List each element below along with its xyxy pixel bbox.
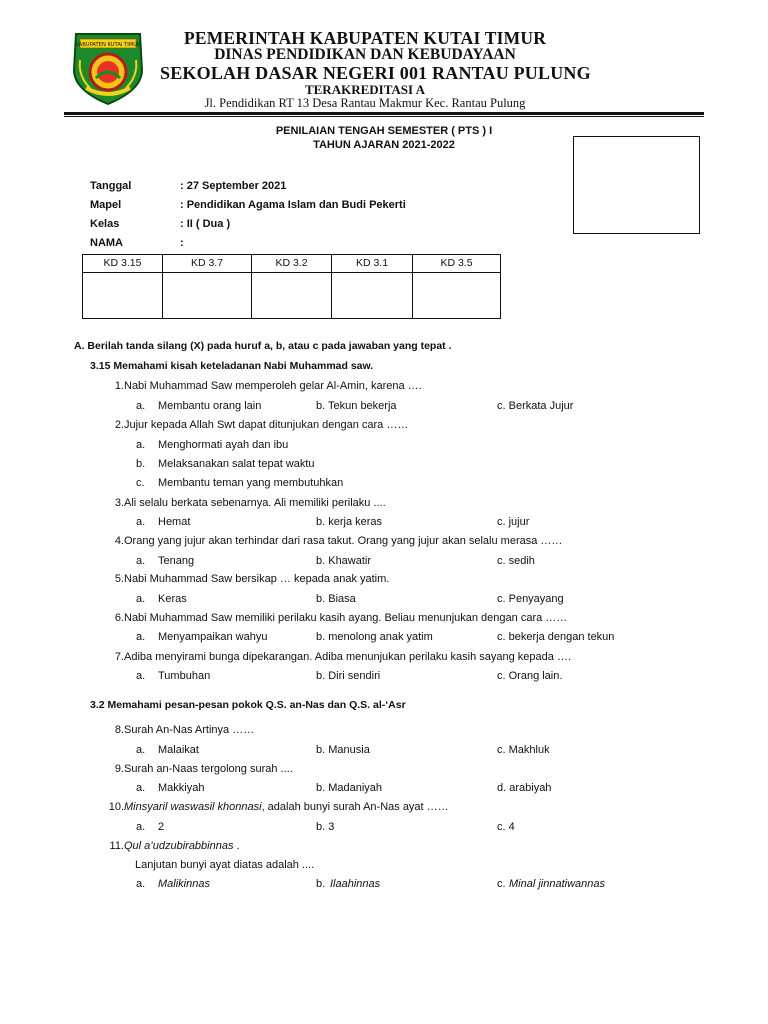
option-a[interactable]: Keras: [158, 593, 187, 605]
kd-score-table: [82, 254, 501, 319]
info-label: NAMA: [90, 237, 123, 249]
option-b[interactable]: b. Diri sendiri: [316, 670, 381, 682]
option-a[interactable]: Membantu orang lain: [158, 400, 262, 412]
option-c[interactable]: c. Orang lain.: [497, 670, 563, 682]
kd-header: KD 3.15: [83, 255, 163, 273]
option-letter: a.: [136, 555, 146, 567]
option-b[interactable]: Melaksanakan salat tepat waktu: [158, 458, 315, 470]
info-label: Kelas: [90, 218, 120, 230]
letterhead-rule-thick: [64, 112, 704, 115]
question-text-rest: , adalah bunyi surah An-Nas ayat ……: [261, 801, 449, 813]
kd-header: KD 3.1: [332, 255, 413, 273]
letterhead-accreditation: TERAKREDITASI A: [304, 82, 426, 97]
school-logo: [66, 30, 150, 106]
option-b[interactable]: b. 3: [316, 821, 335, 833]
subsection-3-15: 3.15 Memahami kisah keteladanan Nabi Muhammad saw.: [90, 360, 374, 372]
letterhead-line-1: PEMERINTAH KABUPATEN KUTAI TIMUR: [183, 28, 547, 48]
question-number: 5.: [114, 573, 124, 585]
option-letter: a.: [136, 821, 146, 833]
option-b[interactable]: b. Khawatir: [316, 555, 372, 567]
option-a[interactable]: Malaikat: [158, 744, 199, 756]
option-letter: a.: [136, 516, 146, 528]
option-letter: c.: [136, 477, 145, 489]
option-a[interactable]: Tumbuhan: [158, 670, 211, 682]
info-value: : Pendidikan Agama Islam dan Budi Pekerti: [180, 199, 406, 211]
question-number: 2.: [114, 419, 124, 431]
question-11-line-2: Lanjutan bunyi ayat diatas adalah ....: [135, 859, 315, 871]
question-text: Nabi Muhammad Saw memperoleh gelar Al-Amin, karena ….: [124, 380, 422, 392]
option-c[interactable]: c. 4: [497, 821, 515, 833]
question-number: 10.: [108, 801, 124, 813]
section-a-instruction: A. Berilah tanda silang (X) pada huruf a, b, atau c pada jawaban yang tepat .: [74, 340, 452, 352]
option-b[interactable]: b. Biasa: [316, 593, 356, 605]
kd-score-cell[interactable]: [83, 273, 163, 319]
option-letter: b.: [316, 878, 326, 890]
option-b[interactable]: b. kerja keras: [316, 516, 383, 528]
option-c[interactable]: Membantu teman yang membutuhkan: [158, 477, 344, 489]
question-text: [124, 801, 449, 813]
kd-score-cell[interactable]: [332, 273, 413, 319]
option-letter: a.: [136, 878, 146, 890]
kd-header: KD 3.2: [252, 255, 332, 273]
option-letter: a.: [136, 670, 146, 682]
option-c[interactable]: Minal jinnatiwannas: [509, 878, 605, 890]
info-value: :: [180, 237, 184, 249]
question-text: Nabi Muhammad Saw bersikap … kepada anak yatim.: [124, 573, 390, 585]
question-text-rest: .: [233, 840, 240, 852]
letterhead-rule-thin: [64, 116, 704, 117]
kd-header: KD 3.5: [413, 255, 501, 273]
question-number: 6.: [114, 612, 124, 624]
option-c[interactable]: d. arabiyah: [497, 782, 552, 794]
question-text: Orang yang jujur akan terhindar dari rasa takut. Orang yang jujur akan selalu merasa ……: [124, 535, 563, 547]
exam-title: PENILAIAN TENGAH SEMESTER ( PTS ) I: [275, 125, 493, 137]
option-c[interactable]: c. sedih: [497, 555, 535, 567]
letterhead-line-2: DINAS PENDIDIKAN DAN KEBUDAYAAN: [214, 46, 516, 63]
question-number: 3.: [114, 497, 124, 509]
question-number: 1.: [114, 380, 124, 392]
option-a[interactable]: 2: [158, 821, 165, 833]
option-b[interactable]: b. menolong anak yatim: [316, 631, 433, 643]
option-letter: a.: [136, 744, 146, 756]
question-text: Ali selalu berkata sebenarnya. Ali memiliki perilaku ....: [124, 497, 386, 509]
kd-score-cell[interactable]: [163, 273, 252, 319]
option-letter: b.: [136, 458, 146, 470]
kd-score-cell[interactable]: [252, 273, 332, 319]
option-a[interactable]: Menyampaikan wahyu: [158, 631, 268, 643]
option-a[interactable]: Tenang: [158, 555, 195, 567]
option-c[interactable]: c. Berkata Jujur: [497, 400, 574, 412]
option-a[interactable]: Makkiyah: [158, 782, 205, 794]
kd-score-cell[interactable]: [413, 273, 501, 319]
option-c[interactable]: c. Makhluk: [497, 744, 550, 756]
option-b[interactable]: b. Madaniyah: [316, 782, 383, 794]
question-arabic-transliteration: Minsyaril waswasil khonnasi: [124, 801, 262, 813]
option-letter: a.: [136, 782, 146, 794]
option-letter: c.: [497, 878, 506, 890]
option-letter: a.: [136, 439, 146, 451]
question-arabic-transliteration: Qul a’udzubirabbinnas: [124, 840, 234, 852]
option-b[interactable]: Ilaahinnas: [330, 878, 381, 890]
option-letter: a.: [136, 593, 146, 605]
letterhead-address: Jl. Pendidikan RT 13 Desa Rantau Makmur Kec. Rantau Pulung: [204, 96, 526, 110]
question-number: 7.: [114, 651, 124, 663]
question-text: Surah An-Nas Artinya ……: [124, 724, 255, 736]
info-value: : 27 September 2021: [180, 180, 287, 192]
option-c[interactable]: c. Penyayang: [497, 593, 564, 605]
option-a[interactable]: Malikinnas: [158, 878, 210, 890]
exam-year: TAHUN AJARAN 2021-2022: [313, 139, 455, 151]
option-a[interactable]: Hemat: [158, 516, 191, 528]
option-letter: a.: [136, 400, 146, 412]
question-text: [124, 840, 240, 852]
question-number: 9.: [114, 763, 124, 775]
info-label: Tanggal: [90, 180, 132, 192]
question-number: 4.: [114, 535, 124, 547]
option-b[interactable]: b. Manusia: [316, 744, 370, 756]
logo-text: KABUPATEN KUTAI TIMUR: [75, 42, 141, 48]
info-value: : II ( Dua ): [180, 218, 231, 230]
option-c[interactable]: c. jujur: [497, 516, 530, 528]
question-text: Adiba menyirami bunga dipekarangan. Adiba menunjukan perilaku kasih sayang kepada ….: [124, 651, 572, 663]
kd-header: KD 3.7: [163, 255, 252, 273]
option-letter: a.: [136, 631, 146, 643]
info-label: Mapel: [90, 199, 122, 211]
option-b[interactable]: b. Tekun bekerja: [316, 400, 397, 412]
option-a[interactable]: Menghormati ayah dan ibu: [158, 439, 289, 451]
letterhead-school-name: SEKOLAH DASAR NEGERI 001 RANTAU PULUNG: [160, 63, 591, 83]
question-number: 11.: [109, 840, 124, 852]
option-c[interactable]: c. bekerja dengan tekun: [497, 631, 615, 643]
score-box[interactable]: [573, 136, 700, 234]
question-text: Surah an-Naas tergolong surah ....: [124, 763, 293, 775]
subsection-3-2: 3.2 Memahami pesan-pesan pokok Q.S. an-Nas dan Q.S. al-‘Asr: [90, 699, 406, 711]
question-text: Nabi Muhammad Saw memiliki perilaku kasih ayang. Beliau menunjukan dengan cara ……: [124, 612, 568, 624]
question-number: 8.: [114, 724, 124, 736]
question-text: Jujur kepada Allah Swt dapat ditunjukan dengan cara ……: [124, 419, 409, 431]
